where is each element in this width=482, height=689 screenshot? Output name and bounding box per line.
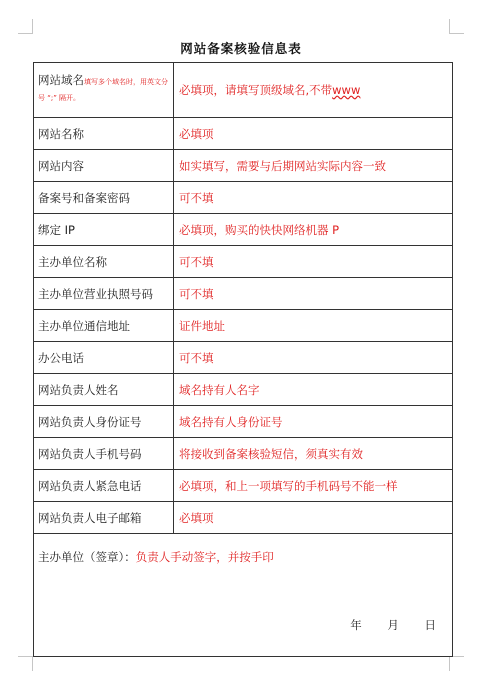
corner-mark-bottom-right bbox=[449, 656, 464, 671]
field-label: 主办单位名称 bbox=[34, 246, 174, 277]
table-row bbox=[34, 310, 452, 342]
date-day-label: 日 bbox=[424, 618, 436, 632]
field-label: 网站名称 bbox=[34, 118, 174, 149]
field-value[interactable]: 证件地址 bbox=[179, 318, 225, 333]
signature-label: 主办单位（签章）： bbox=[38, 550, 136, 564]
corner-mark-top-right bbox=[449, 19, 464, 34]
date-month-label: 月 bbox=[387, 618, 399, 632]
field-value[interactable]: 可不填 bbox=[179, 190, 214, 205]
date-line bbox=[328, 617, 436, 633]
field-value[interactable]: 必填项，和上一项填写的手机码号不能一样 bbox=[179, 478, 398, 493]
table-row bbox=[34, 342, 452, 374]
field-label: 网站负责人手机号码 bbox=[34, 438, 174, 469]
field-note-domain: 填写多个域名时，用英文分号 “;” 隔开。 bbox=[38, 78, 168, 102]
field-value[interactable]: 可不填 bbox=[179, 254, 214, 269]
field-value[interactable]: 必填项 bbox=[179, 510, 214, 525]
field-label-domain bbox=[34, 63, 174, 117]
table-row bbox=[34, 438, 452, 470]
field-label: 网站负责人电子邮箱 bbox=[34, 502, 174, 533]
date-year-label: 年 bbox=[350, 618, 362, 632]
corner-mark-top-left bbox=[18, 19, 33, 34]
field-value[interactable]: 可不填 bbox=[179, 286, 214, 301]
field-label: 备案号和备案密码 bbox=[34, 182, 174, 213]
field-value[interactable]: 将接收到备案核验短信，须真实有效 bbox=[179, 446, 363, 461]
field-label: 网站负责人紧急电话 bbox=[34, 470, 174, 501]
field-value-domain[interactable] bbox=[174, 63, 452, 117]
signature-line bbox=[38, 549, 274, 565]
field-label: 网站负责人身份证号 bbox=[34, 406, 174, 437]
field-label: 主办单位营业执照号码 bbox=[34, 278, 174, 309]
field-label: 办公电话 bbox=[34, 342, 174, 373]
table-row bbox=[34, 470, 452, 502]
field-value[interactable]: 域名持有人名字 bbox=[179, 382, 260, 397]
field-label: 绑定 IP bbox=[34, 214, 174, 245]
verification-form-table bbox=[33, 62, 453, 657]
table-row bbox=[34, 246, 452, 278]
table-row bbox=[34, 502, 452, 534]
field-value-domain-text: 必填项，请填写顶级域名,不带 bbox=[179, 83, 333, 97]
signature-section bbox=[34, 534, 452, 649]
spellcheck-underlined-text: www bbox=[332, 83, 361, 97]
table-row bbox=[34, 278, 452, 310]
table-row bbox=[34, 182, 452, 214]
field-value[interactable]: 域名持有人身份证号 bbox=[179, 414, 283, 429]
field-value[interactable]: 必填项 bbox=[179, 126, 214, 141]
field-value[interactable]: 可不填 bbox=[179, 350, 214, 365]
signature-instruction[interactable]: 负责人手动签字，并按手印 bbox=[135, 550, 274, 564]
corner-mark-bottom-left bbox=[18, 656, 33, 671]
field-label: 网站内容 bbox=[34, 150, 174, 181]
field-label: 网站负责人姓名 bbox=[34, 374, 174, 405]
field-label: 主办单位通信地址 bbox=[34, 310, 174, 341]
field-label-domain-text: 网站域名 bbox=[38, 73, 84, 87]
table-row-domain bbox=[34, 63, 452, 118]
field-value[interactable]: 如实填写，需要与后期网站实际内容一致 bbox=[179, 158, 386, 173]
table-row bbox=[34, 406, 452, 438]
field-value[interactable]: 必填项，购买的快快网络机器 P bbox=[179, 222, 340, 237]
table-row bbox=[34, 118, 452, 150]
table-row bbox=[34, 214, 452, 246]
table-row bbox=[34, 150, 452, 182]
document-title: 网站备案核验信息表 bbox=[180, 41, 302, 56]
table-row bbox=[34, 374, 452, 406]
